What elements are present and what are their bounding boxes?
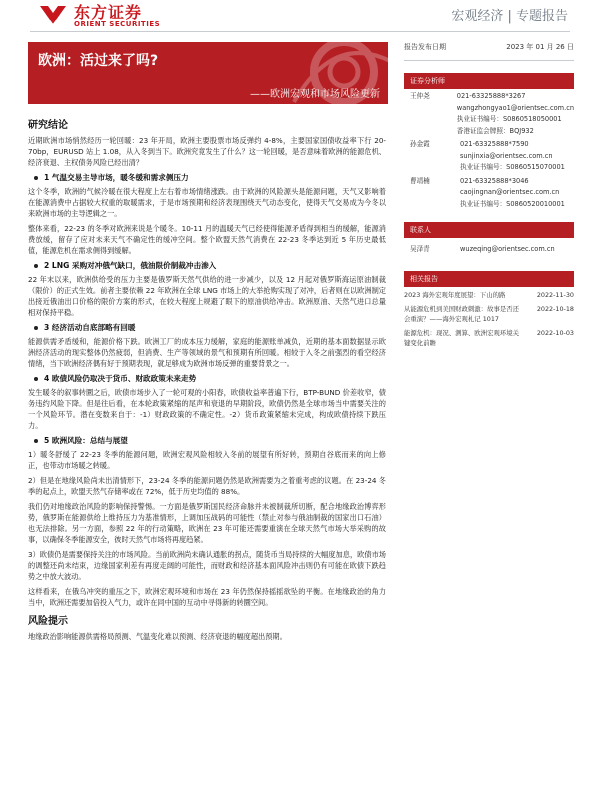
- point-heading-5: [28, 435, 386, 446]
- point-heading-3: [28, 322, 386, 333]
- paragraph: 我们仍对地缘政治风险的影响保持警惕。一方面是俄罗斯国民经济命脉并未被制裁所切断，配合地缘政治博弈形势，俄罗斯在能源供给上维持压力为基准情形，上调加压战码的可能性（禁止对参与俄油制裁的国家出口石油）也无法排除。另一方面，参照 22 年的行动策略，欧洲在 23 年可能还需要重演在全球天然气市场大举采购的故事，以确保冬季能源安全，彼时天然气市场将再度趋紧。: [28, 502, 386, 544]
- point-title: 1 气温交易主导市场，暖冬缓和需求侧压力: [44, 173, 189, 182]
- divider: [404, 60, 574, 61]
- bullet-icon: [34, 439, 38, 443]
- point-title: 3 经济活动自底部略有回暖: [44, 323, 136, 332]
- paragraph: 这个冬季，欧洲的气候冷暖在很大程度上左右着市场情绪涨跌。由于欧洲的风险源头是能源问题，天气又影响着在能源消费中占据较大权重的取暖需求，于是市场预期和经济表现围绕天气动态变化，使得天气交易成为今冬以来欧洲市场的主导逻辑之一。: [28, 187, 386, 218]
- orient-logo-icon: [38, 2, 68, 24]
- analyst-phone: 021-63325888*3267: [456, 92, 526, 100]
- analyst-license: 执业证书编号：S0860520010001: [460, 199, 565, 208]
- analyst-name: 孙金霞: [410, 140, 430, 148]
- analyst-email[interactable]: caojingnan@orientsec.com.cn: [460, 188, 560, 196]
- report-title: 欧洲：活过来了吗?: [38, 53, 159, 69]
- publish-date-label: 报告发布日期: [404, 43, 446, 51]
- contact-email[interactable]: wuzeqing@orientsec.com.cn: [460, 245, 555, 253]
- point-heading-2: [28, 260, 386, 271]
- related-report-title[interactable]: 2023 海外宏观年度展望：下山的路: [404, 291, 506, 299]
- publish-date-value: 2023 年 01 月 26 日: [506, 43, 574, 51]
- analyst-phone: 021-63325888*3046: [460, 176, 529, 185]
- spacer: [404, 210, 574, 222]
- analyst-phone: 021-63325888*7590: [460, 140, 529, 148]
- intro-paragraph: 近期欧洲市场悄然经历一轮回暖：23 年开局，欧洲主要股票市场反弹约 4-8%，主要国家国债收益率下行 20-70bp，EURUSD 站上 1.08，从入冬到当下。欧洲究竟发生了什么？这一轮回暖，是否意味着欧洲的能源危机、经济衰退、主权债务风险已经出清？: [28, 136, 386, 167]
- publish-date-row: [404, 42, 574, 52]
- analyst-name: 曹靖楠: [410, 176, 430, 185]
- paragraph: 能源供需矛盾缓和，能源价格下跌。欧洲工厂的成本压力缓解，家庭的能源账单减负，近期的基本面数据显示欧洲经济活动的现实整体仍然疲弱，但消费、生产等领域的景气和预期有所回暖。相较于入冬之前强烈的看空经济情绪，当下欧洲经济偶有好于预期表现，就足够成为欧洲市场反弹的重要背景之一。: [28, 337, 386, 368]
- analyst-hk-license: 香港证监会牌照：BQJ932: [456, 126, 534, 135]
- paragraph: 发生暖冬的叙事转圜之后，欧债市场步入了一轮可观的小阳春，欧债收益率普遍下行，BTP-BUND 价差收窄，债务违约风险下降。但是往后看，在本轮政策紧缩的尾声和衰退的早期阶段，欧债仍然是全球市场当中需要关注的一个风险环节。潜在变数来自于：-1）财政政策的不确定性。-2）货币政策紧缩未完成，构成欧债持续下跌压力。: [28, 388, 386, 430]
- header-divider: [30, 31, 570, 32]
- contact-section-header: 联系人: [404, 222, 574, 238]
- related-section-header: 相关报告: [404, 271, 574, 287]
- page-header: [0, 0, 600, 36]
- paragraph: 3）欧债仍是需要保持关注的市场风险。当前欧洲尚未确认通胀的拐点，随货币当局持续的大幅度加息，欧债市场的调整还尚未结束，边缘国家利差有再度走阔的可能性，而财政和经济基本面风险冲击则仍有可能在欧债下跌趋势之中放大波动。: [28, 550, 386, 581]
- analyst-email[interactable]: wangzhongyao1@orientsec.com.cn: [456, 103, 574, 112]
- analyst-info: [460, 176, 574, 211]
- analyst-info: [460, 139, 574, 174]
- paragraph: 这样看来，在俄乌冲突的重压之下，欧洲宏观环境和市场在 23 年仍然保持摇摇欲坠的平衡。在地缘政治的角力当中，欧洲还需要加倍投入气力，或许在同中国的互动中寻得新的转圜空间。: [28, 587, 386, 607]
- title-banner: [28, 42, 388, 104]
- bullet-icon: [34, 264, 38, 268]
- analyst-license: 执业证书编号：S0860518050001: [456, 115, 562, 123]
- bullet-icon: [34, 326, 38, 330]
- bullet-icon: [34, 176, 38, 180]
- point-title: 2 LNG 采购对冲俄气缺口，俄油限价制裁冲击渗入: [44, 261, 217, 270]
- contact-entry: [404, 244, 574, 255]
- paragraph: 2）但是在地缘风险尚未出清情形下，23-24 冬季的能源问题仍然是欧洲需要为之着重考虑的议题。在 23-24 冬季的起点上，欧盟天然气存储率或在 72%，低于历史均值的 88%。: [28, 476, 386, 496]
- point-heading-4: [28, 373, 386, 384]
- related-report-date: 2022-10-03: [536, 328, 574, 337]
- point-title: 5 欧洲风险：总结与展望: [44, 436, 128, 445]
- analyst-license: 执业证书编号：S0860515070001: [460, 163, 565, 171]
- report-type-label: 宏观经济 | 专题报告: [451, 9, 568, 24]
- related-report-date: 2022-11-30: [536, 291, 574, 299]
- point-heading-1: [28, 172, 386, 183]
- paragraph: 1）暖冬舒缓了 22-23 冬季的能源问题，欧洲宏观风险相较入冬前的展望有所好转，预期自谷底而来的向上修正，也带动市场暖之转暖。: [28, 450, 386, 470]
- logo-english: ORIENT SECURITIES: [74, 20, 161, 28]
- main-content: [28, 112, 386, 646]
- analyst-entry: [404, 176, 574, 211]
- related-report-item[interactable]: [404, 328, 574, 349]
- paragraph: 22 年末以来，欧洲供给受的压力主要是俄罗斯天然气供给的进一步减少，以及 12 月起对俄罗斯海运原油制裁（限价）的正式生效。前者主要依赖 22 年欧洲在全球 LNG 市场上的大举抢购实现了对冲，后者则在以欧洲制定出接近俄油出口价格的限价方案的形式，在较大程度上规避了眼下的原油供给冲击。欧洲原油、天然气进口总量相对保持平稳。: [28, 275, 386, 317]
- section-title-risk: 风险提示: [28, 616, 68, 627]
- analyst-info: [457, 91, 574, 137]
- related-report-item[interactable]: [404, 304, 574, 325]
- report-subtitle: ——欧洲宏观和市场风险更新: [250, 89, 380, 100]
- logo-chinese: 东方证券: [74, 3, 143, 22]
- bullet-icon: [34, 377, 38, 381]
- analyst-entry: [404, 91, 574, 137]
- analyst-email[interactable]: sunjinxia@orientsec.com.cn: [460, 151, 553, 160]
- related-report-title[interactable]: 能源危机：现况、测算、欧洲宏观环境关键变化前瞻: [404, 328, 520, 347]
- analyst-entry: [404, 139, 574, 174]
- section-title-conclusion: 研究结论: [28, 120, 68, 131]
- related-report-item[interactable]: [404, 290, 574, 301]
- related-report-date: 2022-10-18: [536, 304, 574, 313]
- related-report-title[interactable]: 从能源危机到美国财政刺激：故事是否还会重演？——海外宏观札记 1017: [404, 304, 520, 323]
- contact-name: 吴泽青: [410, 245, 430, 253]
- risk-paragraph: 地缘政治影响能源供需格局预测、气温变化难以预测、经济衰退的幅度超出预期。: [28, 632, 287, 641]
- sidebar: [404, 42, 574, 349]
- analyst-name: 王仲尧: [410, 92, 430, 100]
- analyst-section-header: 证券分析师: [404, 73, 574, 89]
- point-title: 4 欧债风险仍取决于货币、财政政策未来走势: [44, 374, 197, 383]
- paragraph: 整体来看，22-23 的冬季对欧洲来说是个暖冬。10-11 月的温暖天气已经使得能源矛盾得到相当的缓解，能源消费放缓，留存了应对未来天气不确定性的缓冲空间。整个欧盟天然气消费在 22-23 冬季达到近 5 年历史最低值，能源危机在需求侧得到缓解。: [28, 224, 386, 255]
